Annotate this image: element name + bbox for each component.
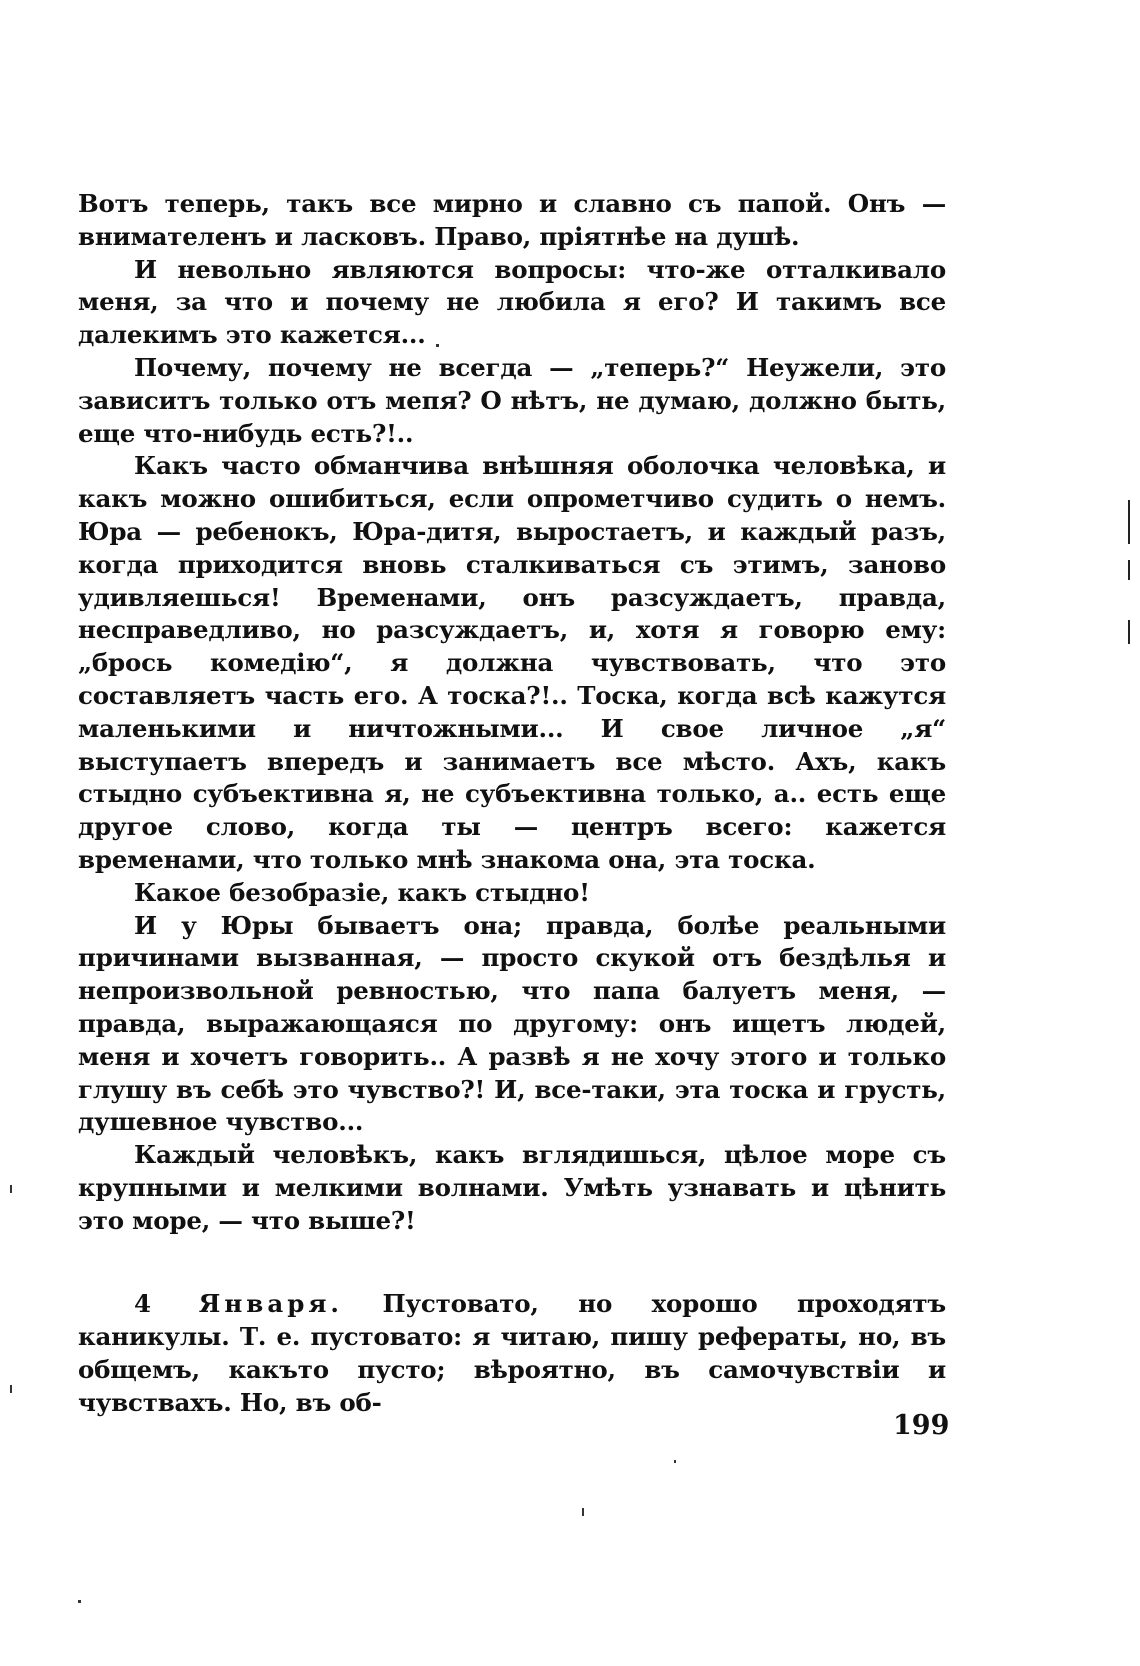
- scan-edge-mark: [1128, 560, 1130, 580]
- paragraph-7: Каждый человѣкъ, какъ вглядишься, цѣлое море съ крупными и мелкими волнами. Умѣть узнавать и цѣнить это море, — что выше?!: [78, 1140, 946, 1235]
- scan-speck: [78, 1600, 81, 1603]
- scan-speck: [582, 1508, 584, 1516]
- page-number: 199: [893, 1410, 950, 1441]
- scan-edge-mark: [1128, 620, 1130, 644]
- entry-date: 4 Января.: [134, 1289, 343, 1318]
- scan-speck: [10, 1185, 12, 1193]
- paragraph-4: Какъ часто обманчива внѣшняя оболочка человѣка, и какъ можно ошибиться, если опрометчиво судить о немъ. Юра — ребенокъ, Юра-дитя, выростаетъ, и каждый разъ, когда приходится вновь сталкиваться съ этимъ, заново удивляешься! Временами, онъ разсуждаетъ, правда, несправедливо, но разсуждаетъ, и, хотя я говорю ему: „брось комедію“, я должна чувствовать, что это составляетъ часть его. А тоска?!.. Тоска, когда всѣ кажутся маленькими и ничтожными... И свое личное „я“ выступаетъ впередъ и занимаетъ все мѣсто. Ахъ, какъ стыдно субъективна я, не субъективна только, а.. есть еще другое слово, когда ты — центръ всего: кажется временами, что только мнѣ знакома она, эта тоска.: [78, 451, 946, 874]
- scan-speck: [10, 1385, 12, 1393]
- scan-speck: [674, 1460, 676, 1463]
- paragraph-6: И у Юры бываетъ она; правда, болѣе реальными причинами вызванная, — просто скукой отъ бездѣлья и непроизвольной ревностью, что папа балуетъ меня, — правда, выражающаяся по другому: онъ ищетъ людей, меня и хочетъ говорить.. А развѣ я не хочу этого и только глушу въ себѣ это чувство?! И, все-таки, эта тоска и грусть, душевное чувство...: [78, 910, 946, 1137]
- main-text: [78, 188, 946, 1238]
- paragraph-3: Почему, почему не всегда — „теперь?“ Неужели, это зависитъ только отъ мепя? О нѣтъ, не думаю, должно быть, еще что-нибудь есть?!..: [78, 352, 946, 448]
- paragraph-5: Какое безобразіе, какъ стыдно!: [134, 877, 590, 907]
- entry-paragraph: [78, 1287, 946, 1419]
- diary-entry: [78, 1287, 946, 1419]
- scan-speck: [436, 344, 439, 347]
- paragraph-2: И невольно являются вопросы: что-же отталкивало меня, за что и почему не любила я его? И такимъ все далекимъ это кажется...: [78, 254, 946, 350]
- scan-edge-mark: [1128, 500, 1130, 544]
- entry-text: Пустовато, но хорошо проходятъ каникулы. Т. е. пустовато: я читаю, пишу рефераты, но, въ общемъ, какъто пусто; вѣроятно, въ самочувствіи и чувствахъ. Но, въ об-: [78, 1289, 946, 1417]
- paragraph-1: Вотъ теперь, такъ все мирно и славно съ папой. Онъ — внимателенъ и ласковъ. Право, пріятнѣе на душѣ.: [78, 189, 946, 251]
